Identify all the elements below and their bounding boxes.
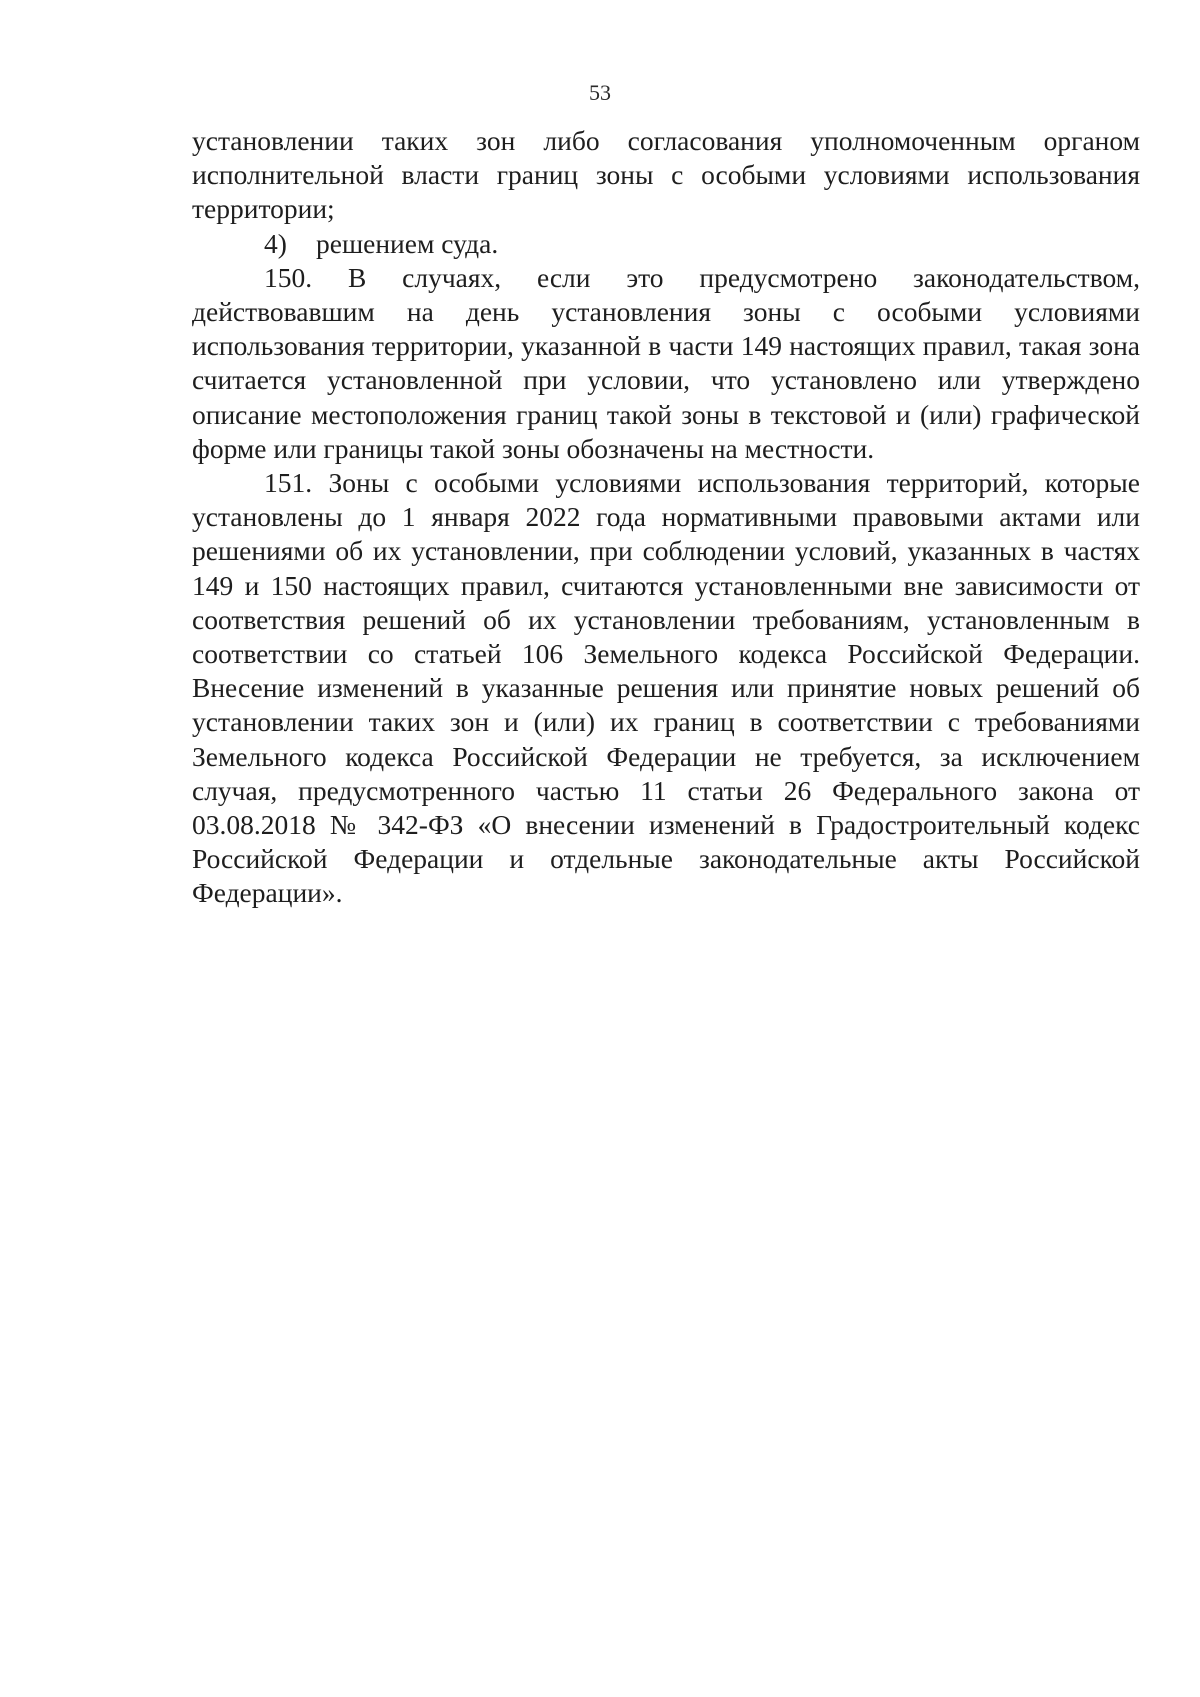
continuation-line-1: установлении таких зон либо согласования уполномоченным органом xyxy=(192,125,1140,156)
paragraph-150 xyxy=(192,261,1140,466)
list-item-number: 4) xyxy=(264,227,287,259)
document-body xyxy=(192,124,1140,911)
continuation-line-3: территории; xyxy=(192,193,335,225)
continuation-line-2: исполнительной власти границ зоны с особыми условиями использования xyxy=(192,159,1140,191)
paragraph-150-first-line: 150. В случаях, если это предусмотрено законодательством, xyxy=(264,261,1140,293)
page-number: 53 xyxy=(589,80,611,105)
paragraph-151: 151. Зоны с особыми условиями использования территорий, которые установлены до 1 января 2022 года нормативными правовыми актами или решениями об их установлении, при соблюдении условий, указанных в частях 149 и 150 настоящих правил, считаются установленными вне зависимости от соответствия решений об их установлении требованиям, установленным в соответствии со статьей 106 Земельного кодекса Российской Федерации. Внесение изменений в указанные решения или принятие новых решений об установлении таких зон и (или) их границ в соответствии с требованиями Земельного кодекса Российской Федерации не требуется, за исключением случая, предусмотренного частью 11 статьи 26 Федерального закона от 03.08.2018 № 342-ФЗ «О внесении изменений в Градостроительный кодекс Российской Федерации и отдельные законодательные акты Российской Федерации». xyxy=(192,467,1140,909)
paragraph-150-body: действовавшим на день установления зоны с особыми условиями использования территории, указанной в части 149 настоящих правил, такая зона считается установленной при условии, что установлено или утверждено описание местоположения границ такой зоны в текстовой и (или) графической форме или границы такой зоны обозначены на местности. xyxy=(192,296,1140,464)
list-item-4 xyxy=(192,227,1140,261)
list-item-text: решением суда. xyxy=(316,227,499,259)
